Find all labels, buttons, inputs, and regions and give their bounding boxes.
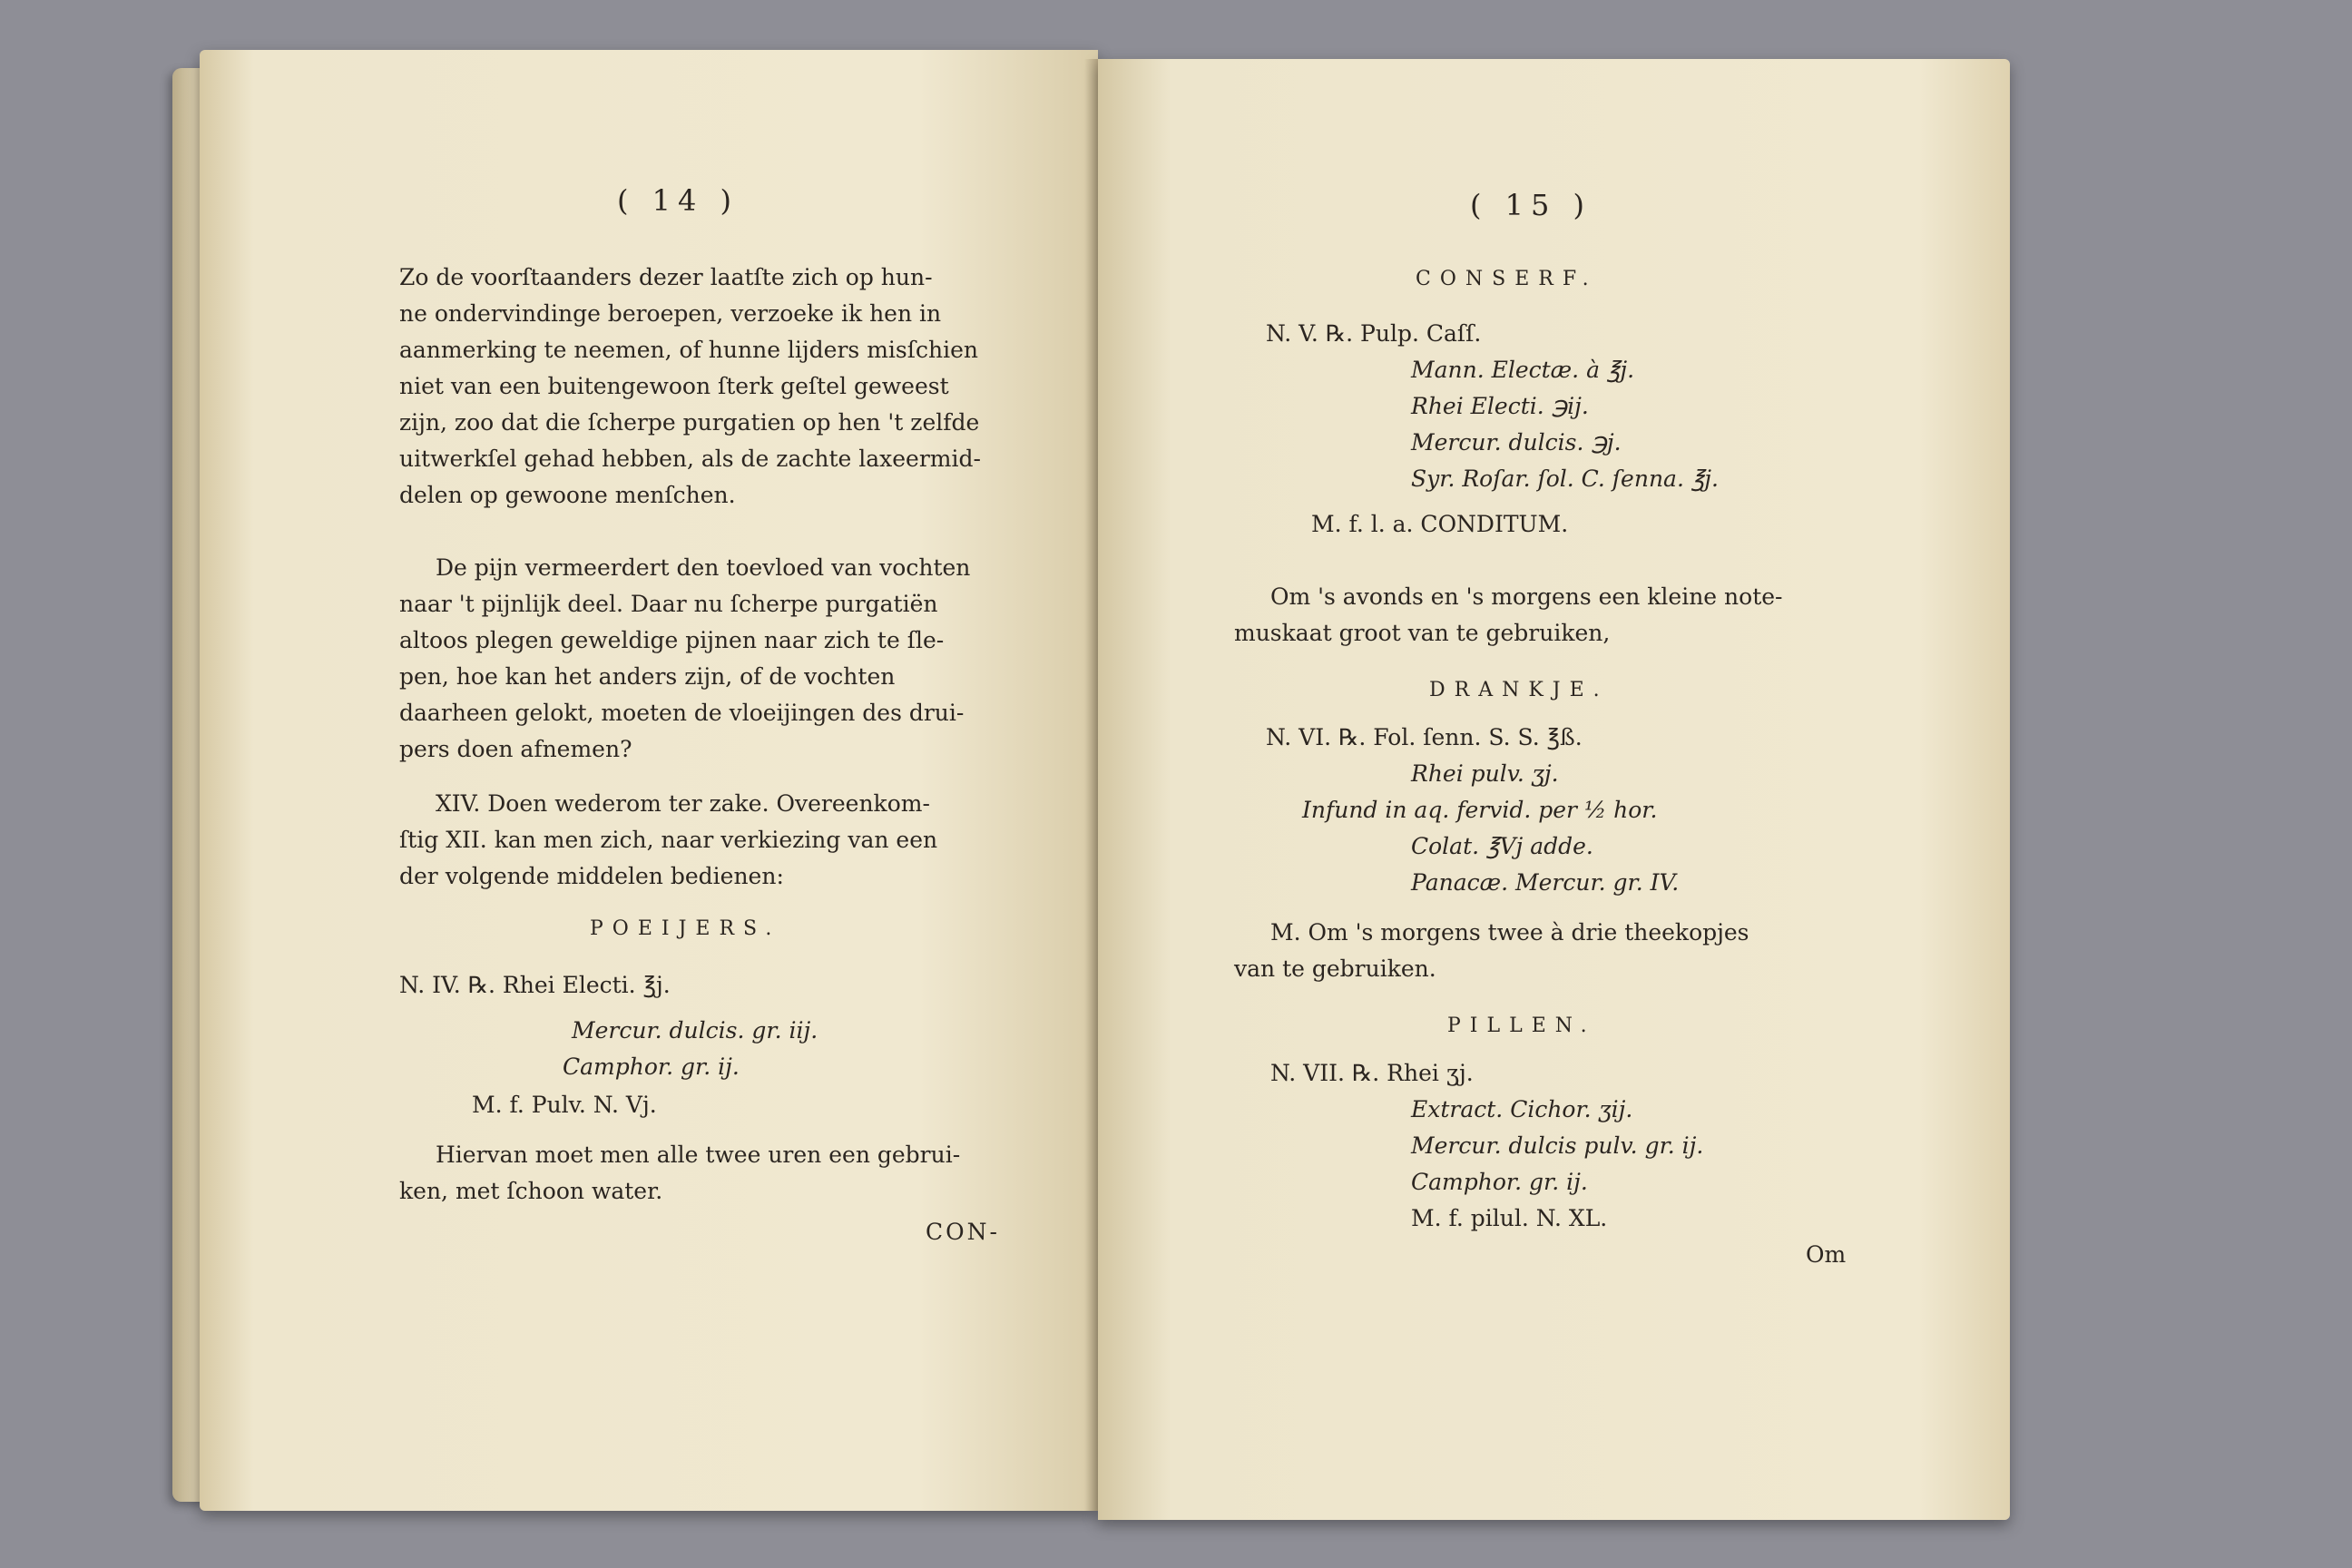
text-line: naar 't pijnlijk deel. Daar nu ſcherpe purgatiën <box>399 591 938 617</box>
catchword: Om <box>1806 1241 1847 1268</box>
text-line: M. Om 's morgens twee à drie theekopjes <box>1270 919 1749 946</box>
recipe-line: Mann. Electæ. à ℥j. <box>1411 357 1635 383</box>
recipe-line: Mercur. dulcis. ℈j. <box>1411 429 1622 456</box>
recipe-line: Extract. Cichor. ʒij. <box>1411 1096 1633 1122</box>
text-line: Om 's avonds en 's morgens een kleine note- <box>1270 583 1783 610</box>
recipe-line: N. VI. ℞. Fol. ſenn. S. S. ℥ß. <box>1266 724 1583 750</box>
recipe-line: Mercur. dulcis pulv. gr. ij. <box>1411 1132 1704 1159</box>
text-line: van te gebruiken. <box>1234 956 1436 982</box>
text-line: De pijn vermeerdert den toevloed van vochten <box>436 554 971 581</box>
section-heading: CONSERF. <box>1416 268 1598 290</box>
recipe-line: Rhei Electi. ℈ij. <box>1411 393 1589 419</box>
recipe-line: Rhei pulv. ʒj. <box>1411 760 1559 787</box>
recipe-line: M. f. pilul. N. XL. <box>1411 1205 1608 1231</box>
text-line: Zo de voorſtaanders dezer laatſte zich op hun- <box>399 264 933 290</box>
text-line: uitwerkſel gehad hebben, als de zachte laxeermid- <box>399 446 981 472</box>
recipe-line: Camphor. gr. ij. <box>563 1054 740 1080</box>
recipe-line: Mercur. dulcis. gr. iij. <box>572 1017 818 1044</box>
recipe-line: Infund in aq. fervid. per ½ hor. <box>1302 797 1658 823</box>
recipe-line: N. V. ℞. Pulp. Caſſ. <box>1266 320 1482 347</box>
text-line: delen op gewoone menſchen. <box>399 482 736 508</box>
recipe-line: Syr. Roſar. ſol. C. ſenna. ℥j. <box>1411 466 1719 492</box>
page-number: ( 15 ) <box>1470 188 1592 222</box>
text-line: altoos plegen geweldige pijnen naar zich te ſle- <box>399 627 945 653</box>
text-line: Hiervan moet men alle twee uren een gebrui- <box>436 1142 961 1168</box>
text-line: daarheen gelokt, moeten de vloeijingen des drui- <box>399 700 965 726</box>
text-line: ſtig XII. kan men zich, naar verkiezing van een <box>399 827 938 853</box>
recipe-line: M. f. Pulv. N. Vj. <box>472 1092 657 1118</box>
text-line: muskaat groot van te gebruiken, <box>1234 620 1611 646</box>
left-page <box>200 50 1098 1511</box>
text-line: pers doen afnemen? <box>399 736 632 762</box>
recipe-line: N. IV. ℞. Rhei Electi. ℥j. <box>399 972 671 998</box>
section-heading: DRANKJE. <box>1429 679 1609 701</box>
section-heading: POEIJERS. <box>590 917 781 940</box>
right-page <box>1098 59 2010 1520</box>
text-line: der volgende middelen bedienen: <box>399 863 784 889</box>
recipe-line: N. VII. ℞. Rhei ʒj. <box>1270 1060 1474 1086</box>
text-line: aanmerking te neemen, of hunne lijders misſchien <box>399 337 978 363</box>
open-book <box>172 50 2010 1520</box>
section-heading: PILLEN. <box>1447 1014 1596 1037</box>
recipe-line: M. f. l. a. CONDITUM. <box>1311 511 1569 537</box>
recipe-line: Camphor. gr. ij. <box>1411 1169 1588 1195</box>
recipe-line: Panacæ. Mercur. gr. IV. <box>1411 869 1680 896</box>
text-line: zijn, zoo dat die ſcherpe purgatien op hen 't zelfde <box>399 409 980 436</box>
recipe-line: Colat. ℥Vj adde. <box>1411 833 1593 859</box>
catchword: CON- <box>926 1219 1000 1245</box>
page-number: ( 14 ) <box>617 183 740 218</box>
text-line: ken, met ſchoon water. <box>399 1178 663 1204</box>
text-line: ne ondervindinge beroepen, verzoeke ik hen in <box>399 300 942 327</box>
text-line: XIV. Doen wederom ter zake. Overeenkom- <box>436 790 930 817</box>
text-line: pen, hoe kan het anders zijn, of de vochten <box>399 663 896 690</box>
text-line: niet van een buitengewoon ſterk geſtel geweest <box>399 373 949 399</box>
